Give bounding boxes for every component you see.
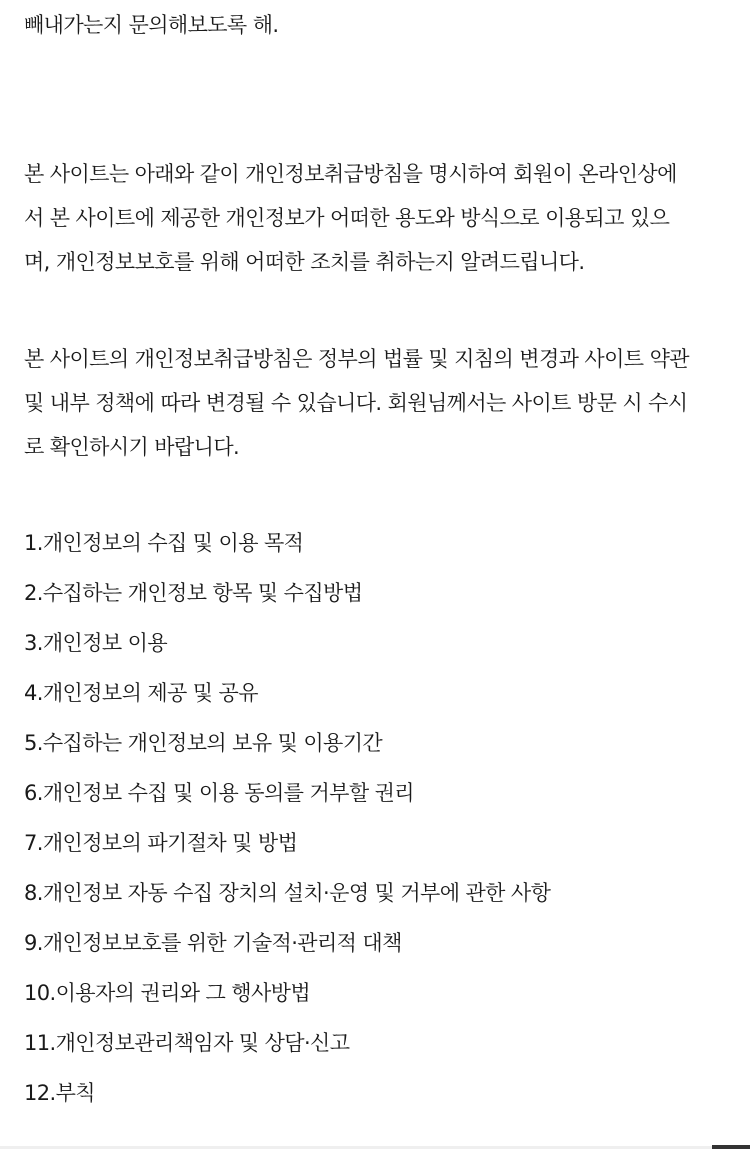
intro-line: 서 본 사이트에 제공한 개인정보가 어떠한 용도와 방식으로 이용되고 있으 — [24, 206, 670, 230]
toc-item: 7.개인정보의 파기절차 및 방법 — [24, 831, 298, 855]
policy-line: 본 사이트의 개인정보취급방침은 정부의 법률 및 지침의 변경과 사이트 약관 — [24, 347, 689, 371]
policy-change-paragraph — [24, 337, 689, 469]
toc-item: 2.수집하는 개인정보 항목 및 수집방법 — [24, 581, 363, 605]
toc-item: 1.개인정보의 수집 및 이용 목적 — [24, 531, 304, 555]
top-text-line: 빼내가는지 문의해보도록 해. — [24, 13, 279, 37]
table-of-contents — [24, 521, 550, 1121]
policy-line: 및 내부 정책에 따라 변경될 수 있습니다. 회원님께서는 사이트 방문 시 수시 — [24, 391, 688, 415]
toc-item: 10.이용자의 권리와 그 행사방법 — [24, 981, 311, 1005]
scroll-indicator — [712, 1145, 750, 1149]
toc-item: 12.부칙 — [24, 1081, 95, 1105]
toc-item: 9.개인정보보호를 위한 기술적·관리적 대책 — [24, 931, 402, 955]
toc-item: 3.개인정보 이용 — [24, 631, 168, 655]
intro-line: 며, 개인정보보호를 위해 어떠한 조치를 취하는지 알려드립니다. — [24, 250, 585, 274]
toc-item: 11.개인정보관리책임자 및 상담·신고 — [24, 1031, 350, 1055]
toc-item: 4.개인정보의 제공 및 공유 — [24, 681, 258, 705]
intro-line: 본 사이트는 아래와 같이 개인정보취급방침을 명시하여 회원이 온라인상에 — [24, 162, 677, 186]
intro-paragraph — [24, 152, 677, 284]
toc-item: 8.개인정보 자동 수집 장치의 설치·운영 및 거부에 관한 사항 — [24, 881, 551, 905]
policy-line: 로 확인하시기 바랍니다. — [24, 435, 240, 459]
toc-item: 5.수집하는 개인정보의 보유 및 이용기간 — [24, 731, 383, 755]
toc-item: 6.개인정보 수집 및 이용 동의를 거부할 권리 — [24, 781, 414, 805]
